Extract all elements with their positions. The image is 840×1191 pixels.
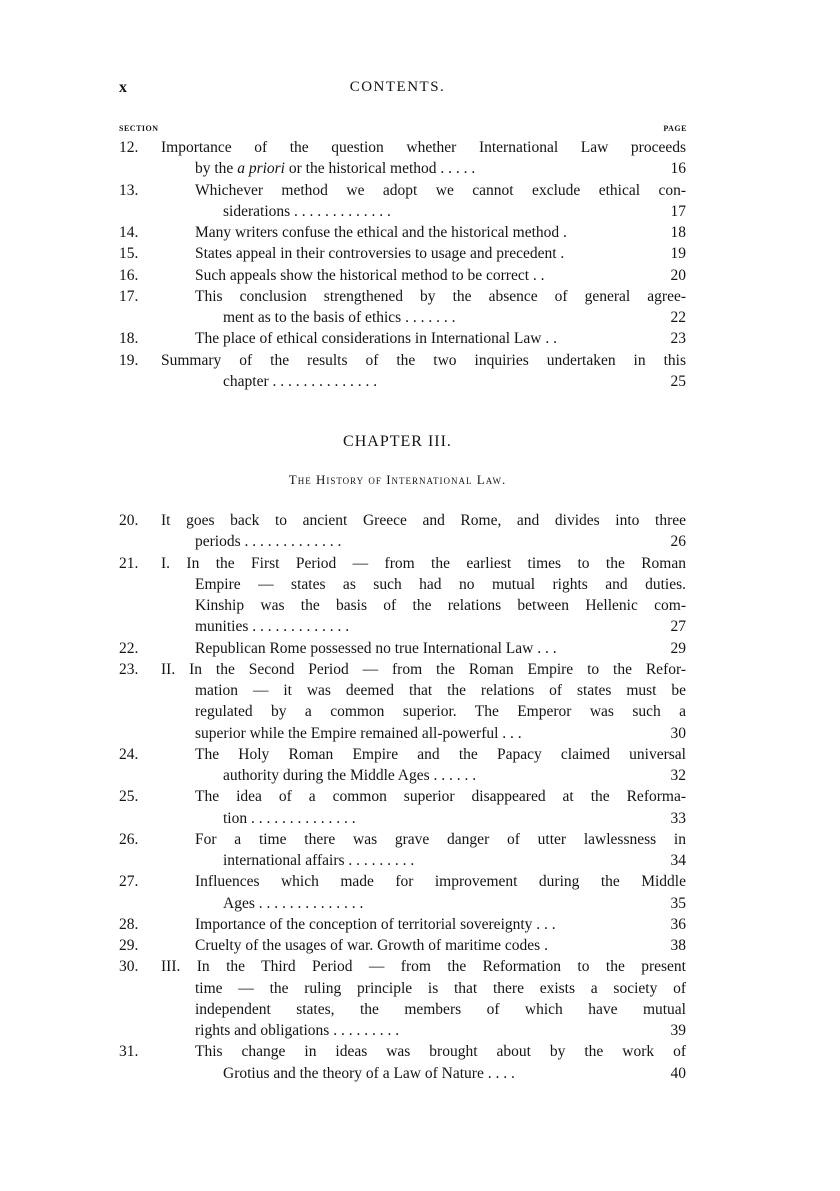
page-number: 22 [670, 309, 686, 326]
toc-entry-line [119, 1063, 686, 1084]
page-number: 39 [670, 1022, 686, 1039]
toc-entry-line [119, 510, 686, 531]
toc-entry-line [119, 829, 686, 850]
toc-entry [119, 265, 686, 286]
section-number: 16. [119, 266, 139, 284]
entry-text: chapter . . . . . . . . . . . . . . [223, 372, 378, 390]
toc-entry-line [119, 935, 686, 956]
entry-text: regulated by a common superior. The Emperor was such a [195, 703, 686, 721]
entry-text: by the a priori or the historical method . . . . . [195, 160, 476, 178]
toc-entry-line [119, 265, 686, 286]
toc-entry [119, 350, 686, 393]
entry-text: Such appeals show the historical method to be correct . . [195, 266, 545, 284]
entry-text: III. In the Third Period — from the Reformation to the present [161, 958, 686, 976]
section-number: 27. [119, 873, 139, 891]
toc-entry-line [119, 243, 686, 264]
section-number: 28. [119, 915, 139, 933]
page-number: 23 [670, 330, 686, 348]
toc-entry-line [119, 956, 686, 977]
toc-entry-line [119, 659, 686, 680]
entry-text: siderations . . . . . . . . . . . . . [223, 202, 391, 220]
entry-text: This conclusion strengthened by the absence of general agree- [195, 287, 686, 305]
toc-entry-line [119, 680, 686, 701]
toc-entry [119, 935, 686, 956]
toc-entry [119, 243, 686, 264]
page-number: 35 [670, 894, 686, 912]
page-number: 36 [670, 915, 686, 933]
entry-text: Summary of the results of the two inquiries undertaken in this [161, 351, 686, 369]
toc-entry-line [119, 701, 686, 722]
page-column-label: PAGE [663, 124, 687, 133]
page-number: 25 [670, 372, 686, 390]
entry-text: The place of ethical considerations in International Law . . [195, 330, 557, 348]
entry-text: This change in ideas was brought about by the work of [195, 1043, 686, 1061]
toc-entry-line [119, 371, 686, 392]
entry-text: tion . . . . . . . . . . . . . . [223, 809, 356, 827]
running-title: CONTENTS. [349, 79, 446, 95]
section-number: 15. [119, 245, 139, 263]
page-number: 19 [670, 245, 686, 263]
toc-entry [119, 829, 686, 872]
section-column-label: SECTION [119, 124, 159, 133]
toc-entry [119, 744, 686, 787]
section-number: 30. [119, 958, 139, 976]
page-number: 38 [670, 937, 686, 954]
toc-entry-line [119, 286, 686, 307]
section-number: 29. [119, 937, 139, 954]
page-number: 26 [670, 533, 686, 551]
section-number: 22. [119, 639, 139, 657]
section-number: 18. [119, 330, 139, 348]
toc-entry-line [119, 595, 686, 616]
entry-text: Grotius and the theory of a Law of Nature . . . . [223, 1064, 515, 1082]
toc-entry-line [119, 871, 686, 892]
entry-text: periods . . . . . . . . . . . . . [195, 533, 342, 551]
section-number: 21. [119, 554, 139, 572]
toc-entry-line [119, 1041, 686, 1062]
entry-text: Many writers confuse the ethical and the historical method . [195, 224, 567, 241]
toc-entry [119, 871, 686, 914]
entry-text: I. In the First Period — from the earliest times to the Roman [161, 554, 686, 572]
toc-entry-line [119, 765, 686, 786]
section-number: 19. [119, 351, 139, 369]
contents-list-chapter-2-continued [119, 137, 686, 392]
toc-entry [119, 553, 686, 638]
toc-entry-line [119, 638, 686, 659]
entry-text: Ages . . . . . . . . . . . . . . [223, 894, 364, 912]
toc-entry-line [119, 158, 686, 179]
chapter-subtitle: The History of International Law. [288, 472, 507, 487]
entry-text: Whichever method we adopt we cannot exclude ethical con- [195, 181, 686, 199]
toc-entry-line [119, 553, 686, 574]
entry-text: independent states, the members of which have mutual [195, 1000, 686, 1018]
entry-text: For a time there was grave danger of utter lawlessness in [195, 830, 686, 848]
toc-entry [119, 659, 686, 744]
section-number: 20. [119, 512, 139, 529]
section-number: 24. [119, 745, 139, 763]
page-number: 20 [670, 266, 686, 284]
entry-text: Kinship was the basis of the relations between Hellenic com- [195, 597, 686, 614]
toc-entry-line [119, 808, 686, 829]
toc-entry [119, 137, 686, 180]
entry-text: mation — it was deemed that the relations of states must be [195, 682, 686, 699]
toc-entry-line [119, 744, 686, 765]
entry-text: Empire — states as such had no mutual rights and duties. [195, 575, 686, 593]
entry-text: II. In the Second Period — from the Roman Empire to the Refor- [161, 660, 686, 678]
entry-text: It goes back to ancient Greece and Rome, and divides into three [161, 512, 686, 529]
page-number: 32 [670, 767, 686, 784]
toc-entry-line [119, 1020, 686, 1041]
section-number: 14. [119, 224, 139, 241]
chapter-heading: CHAPTER III. [343, 433, 452, 450]
page-number: 27 [670, 618, 686, 636]
page-number: 40 [670, 1064, 686, 1082]
section-number: 25. [119, 788, 139, 806]
page-number: 18 [670, 224, 686, 241]
entry-text: time — the ruling principle is that there exists a society of [195, 979, 686, 997]
entry-text: authority during the Middle Ages . . . . . . [223, 767, 477, 784]
toc-entry-line [119, 307, 686, 328]
page-number: 17 [670, 202, 686, 220]
toc-entry-line [119, 531, 686, 552]
toc-entry [119, 786, 686, 829]
toc-entry-line [119, 850, 686, 871]
entry-text: international affairs . . . . . . . . . [223, 852, 415, 869]
toc-entry [119, 222, 686, 243]
page-number: 30 [670, 724, 686, 742]
toc-entry-line [119, 999, 686, 1020]
entry-text: States appeal in their controversies to usage and precedent . [195, 245, 565, 263]
toc-entry [119, 638, 686, 659]
running-header [119, 79, 676, 99]
toc-entry-line [119, 574, 686, 595]
section-number: 31. [119, 1043, 139, 1061]
toc-entry-line [119, 137, 686, 158]
entry-text: munities . . . . . . . . . . . . . [195, 618, 350, 636]
section-number: 12. [119, 139, 139, 156]
toc-entry-line [119, 723, 686, 744]
toc-entry [119, 914, 686, 935]
page-number: 29 [670, 639, 686, 657]
entry-text: Importance of the conception of territorial sovereignty . . . [195, 915, 556, 933]
toc-entry-line [119, 978, 686, 999]
page-number: 16 [670, 160, 686, 178]
entry-text: ment as to the basis of ethics . . . . . . . [223, 309, 456, 326]
toc-entry-line [119, 616, 686, 637]
toc-entry [119, 1041, 686, 1084]
page-numeral: x [119, 79, 127, 96]
entry-text: Importance of the question whether International Law proceeds [161, 139, 686, 156]
entry-text: rights and obligations . . . . . . . . . [195, 1022, 400, 1039]
section-number: 23. [119, 660, 139, 678]
entry-text: Republican Rome possessed no true International Law . . . [195, 639, 557, 657]
toc-entry [119, 180, 686, 223]
toc-entry-line [119, 201, 686, 222]
toc-entry [119, 328, 686, 349]
entry-text: Influences which made for improvement during the Middle [195, 873, 686, 891]
section-number: 26. [119, 830, 139, 848]
entry-text: The idea of a common superior disappeared at the Reforma- [195, 788, 686, 806]
column-labels [119, 124, 687, 136]
toc-entry [119, 510, 686, 553]
toc-entry-line [119, 180, 686, 201]
toc-entry-line [119, 222, 686, 243]
section-number: 13. [119, 181, 139, 199]
page-number: 34 [670, 852, 686, 869]
section-number: 17. [119, 287, 139, 305]
toc-entry-line [119, 328, 686, 349]
toc-entry-line [119, 914, 686, 935]
toc-entry [119, 286, 686, 329]
page-number: 33 [670, 809, 686, 827]
contents-list-chapter-3 [119, 510, 686, 1084]
entry-text: Cruelty of the usages of war. Growth of maritime codes . [195, 937, 548, 954]
entry-text: The Holy Roman Empire and the Papacy claimed universal [195, 745, 686, 763]
toc-entry-line [119, 893, 686, 914]
toc-entry [119, 956, 686, 1041]
entry-text: superior while the Empire remained all-powerful . . . [195, 724, 522, 742]
toc-entry-line [119, 350, 686, 371]
toc-entry-line [119, 786, 686, 807]
